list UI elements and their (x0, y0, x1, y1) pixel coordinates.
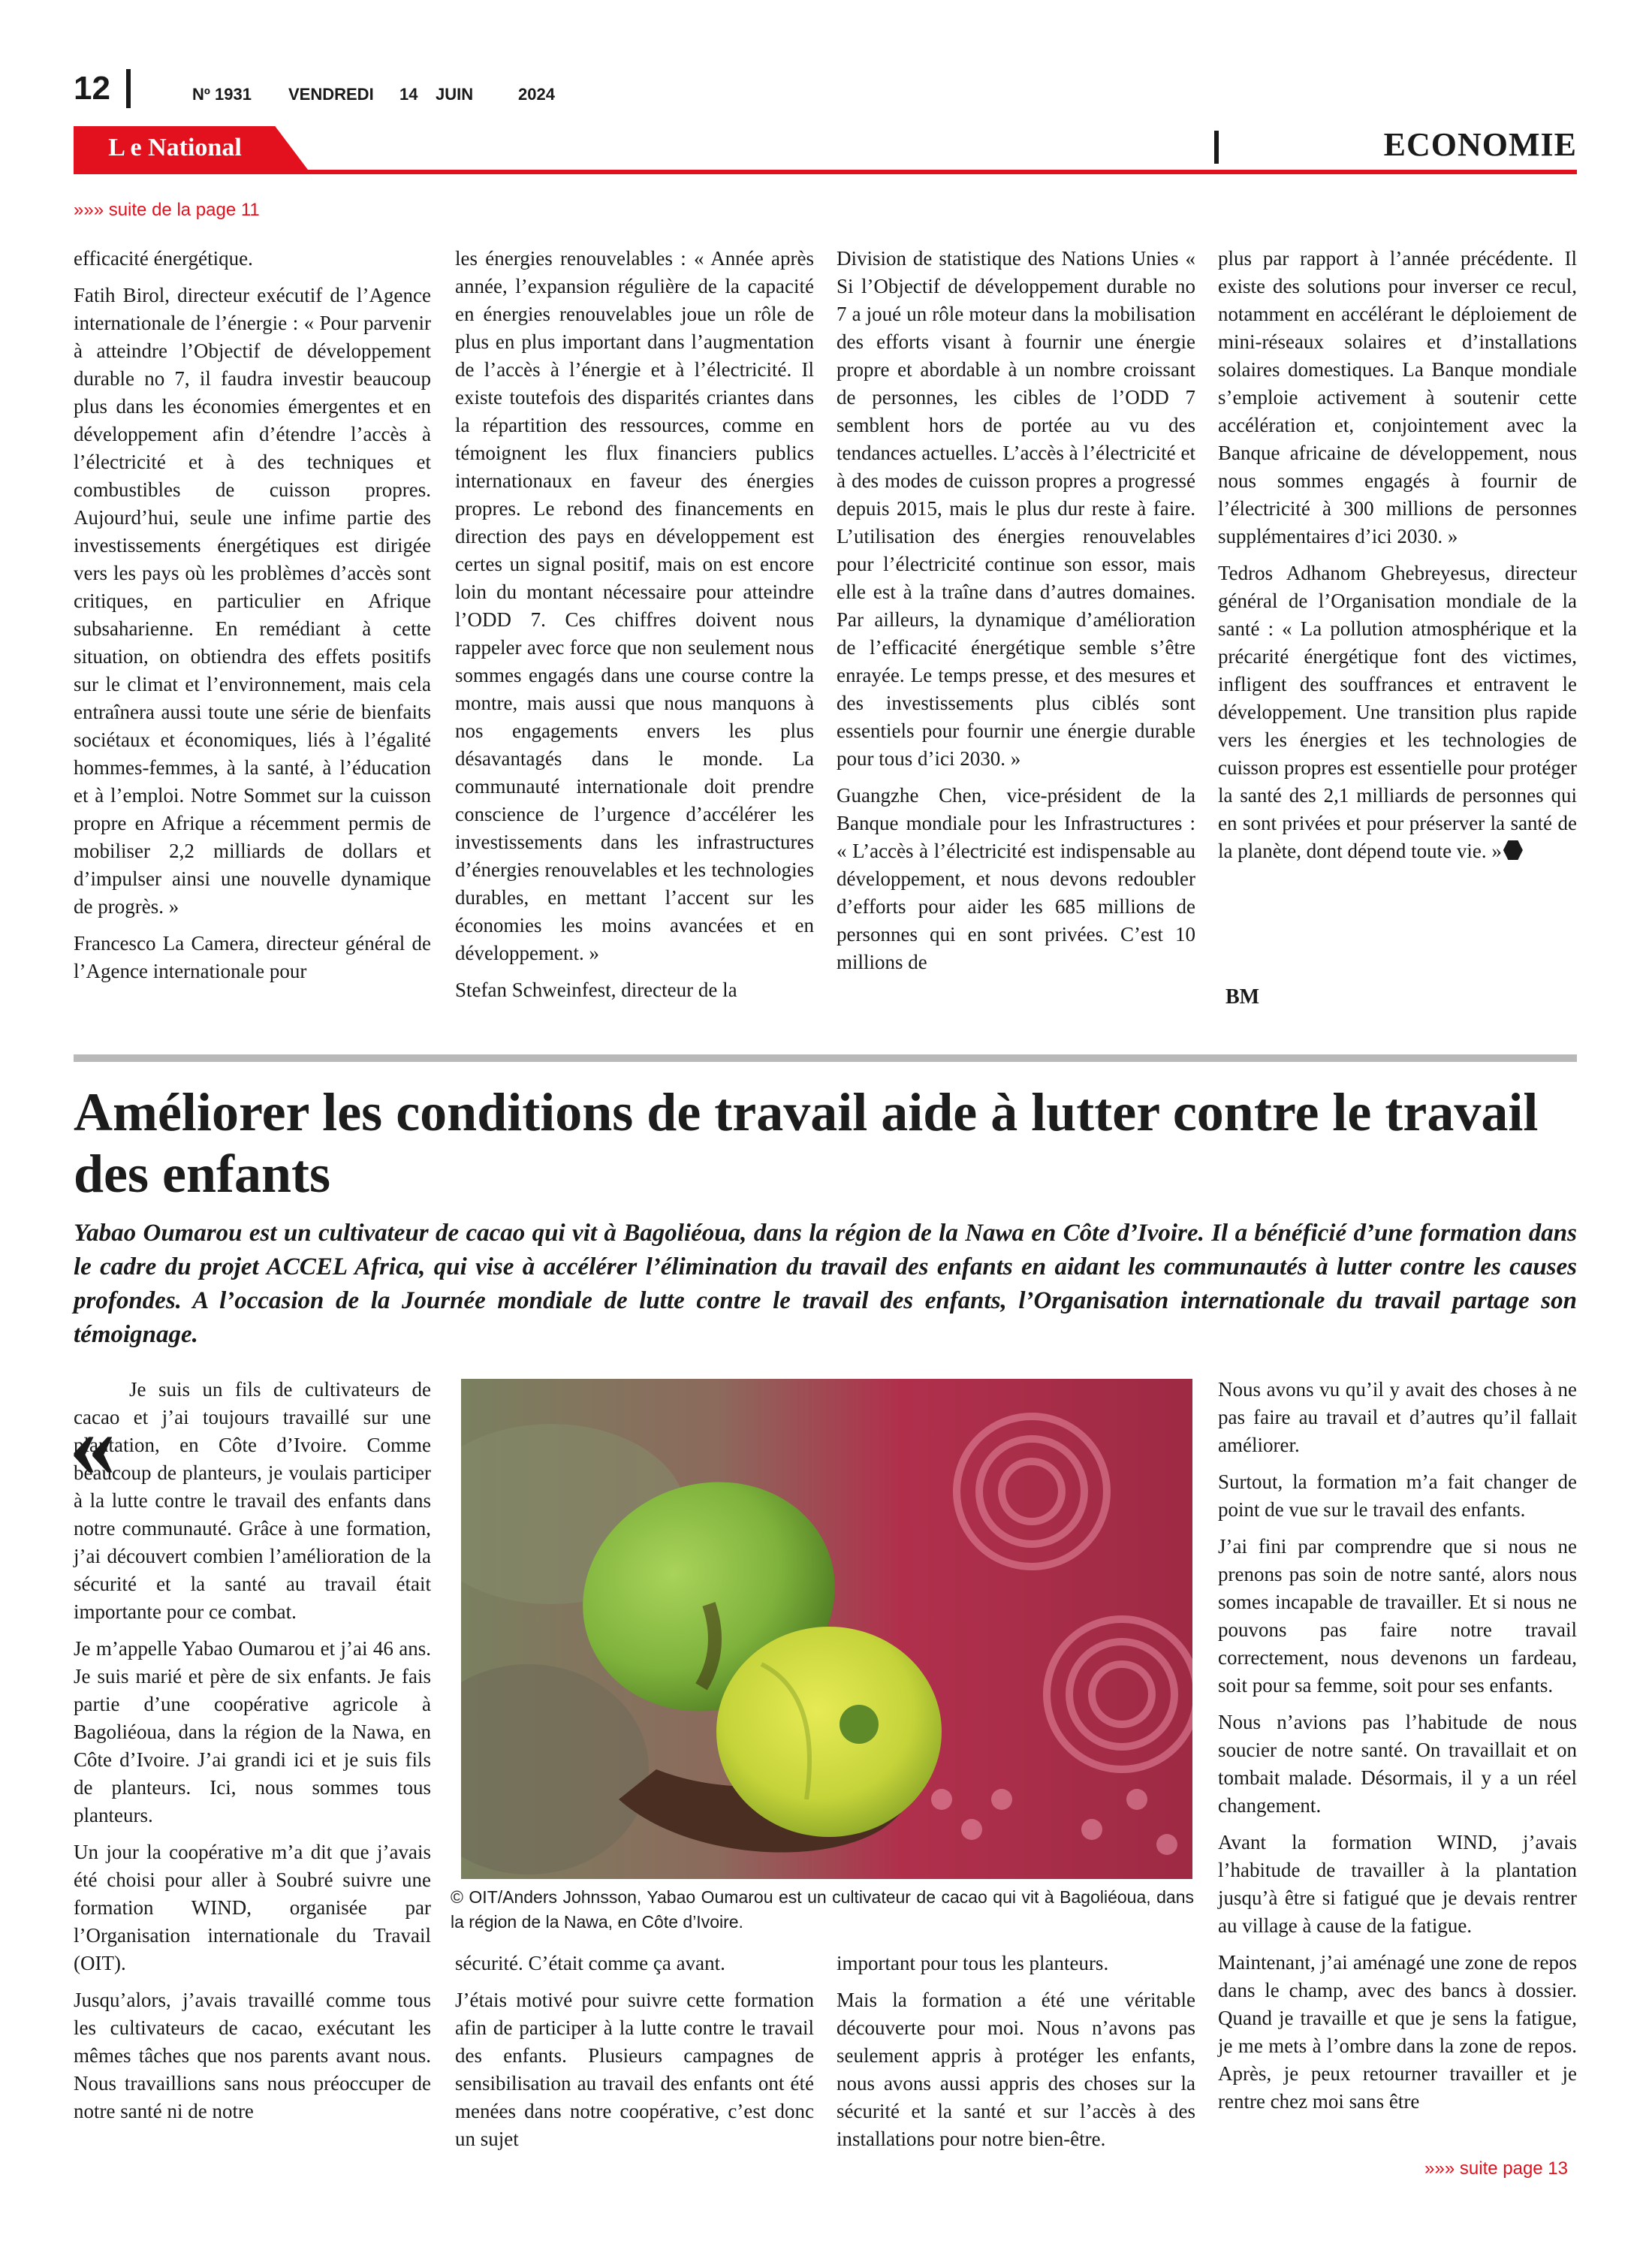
feature-column-3 (837, 1950, 1195, 2162)
feature-column-4 (1218, 1376, 1577, 2125)
paragraph (1218, 559, 1577, 865)
article-column-3 (837, 245, 1195, 985)
paragraph: Surtout, la formation m’a fait changer de point de vue sur le travail des enfants. (1218, 1470, 1577, 1521)
continued-from-link[interactable]: »»» suite de la page 11 (74, 200, 260, 220)
paragraph: Un jour la coopérative m’a dit que j’avais été choisi pour aller à Soubré suivre une formation WIND, organisée par l’Organisation internationale du Travail (OIT). (74, 1841, 431, 1974)
paragraph: J’étais motivé pour suivre cette formation afin de participer à la lutte contre le travail des enfants. Plusieurs campagnes de sensibilisation au travail des enfants ont été menées dans notre coopérative, c’est donc un sujet (455, 1989, 814, 2150)
paragraph: plus par rapport à l’année précédente. Il existe des solutions pour inverser ce recul, notamment en accélérant le déploiement de mini-réseaux solaires et d’installations solaires domestiques. La Banque mondiale s’emploie activement à soutenir cette accélération et, conjointement avec la Banque africaine de développement, nous nous sommes engagés à fournir de l’électricité à 300 millions de personnes supplémentaires d’ici 2030. » (1218, 247, 1577, 547)
issue-year: 2024 (518, 85, 555, 104)
article-column-4 (1218, 245, 1577, 874)
paragraph: Nous avons vu qu’il y avait des choses à ne pas faire au travail et d’autres qu’il fallait améliorer. (1218, 1378, 1577, 1456)
continued-to-link[interactable]: »»» suite page 13 (1424, 2158, 1568, 2179)
article-column-1 (74, 245, 431, 994)
photo-caption: © OIT/Anders Johnsson, Yabao Oumarou est un cultivateur de cacao qui vit à Bagoliéoua, dans la région de la Nawa, en Côte d’Ivoire. (451, 1887, 1194, 1932)
paragraph: Fatih Birol, directeur exécutif de l’Agence internationale de l’énergie : « Pour parvenir à atteindre l’Objectif de développement durable no 7, il faudra investir beaucoup plus dans les économies émergentes et en développement afin d’étendre l’accès à l’électricité et à des techniques et combustibles de cuisson propres. Aujourd’hui, seule une infime partie des investissements énergétiques est dirigée vers les pays où les problèmes d’accès sont critiques, en particulier en Afrique subsaharienne. En remédiant à cette situation, on obtiendra des effets positifs sur le climat et l’environnement, mais cela entraînera aussi toute une série de bienfaits sociétaux et économiques, liés à l’égalité hommes-femmes, à la santé, à l’éducation et à l’emploi. Notre Sommet sur la cuisson propre en Afrique a récemment permis de mobiliser 2,2 milliards de dollars et d’impulser ainsi une nouvelle dynamique de progrès. » (74, 284, 431, 918)
paragraph: Je suis un fils de cultivateurs de cacao et j’ai toujours travaillé sur une plantation, en Côte d’Ivoire. Comme beaucoup de planteurs, je voulais participer à la lutte contre le travail des enfants dans notre communauté. Grâce à une formation, j’ai découvert combien l’amélioration de la sécurité et la santé au travail était importante pour ce combat. (74, 1378, 431, 1623)
paragraph: Division de statistique des Nations Unies « Si l’Objectif de développement durable no 7 a joué un rôle moteur dans la mobilisation des efforts visant à fournir une énergie propre et abordable à un nombre croissant de personnes, les cibles de l’ODD 7 semblent hors de portée au vu des tendances actuelles. L’accès à l’électricité et à des modes de cuisson propres a progressé depuis 2015, mais le plus dur reste à faire. L’utilisation des énergies renouvelables pour l’électricité continue son essor, mais elle est à la traîne dans d’autres domaines. Par ailleurs, la dynamique d’amélioration de l’efficacité énergétique semble s’être enrayée. Le temps presse, et des mesures et des investissements plus ciblés sont essentiels pour fournir une énergie durable pour tous d’ici 2030. » (837, 247, 1195, 770)
paragraph: Mais la formation a été une véritable découverte pour moi. Nous n’avons pas seulement appris à protéger les enfants, nous avons aussi appris des choses sur la sécurité et la santé et sur l’accès à des installations pour notre bien-être. (837, 1989, 1195, 2150)
issue-month: JUIN (436, 85, 474, 104)
paragraph: Nous n’avions pas l’habitude de nous soucier de notre santé. On travaillait et on tombait malade. Désormais, il y a un réel changement. (1218, 1711, 1577, 1817)
header-red-rule (74, 170, 1577, 174)
newspaper-brand: L e National (108, 134, 242, 161)
author-signoff: BM (1225, 985, 1260, 1009)
paragraph: Maintenant, j’ai aménagé une zone de repos dans le champ, avec des bancs à dossier. Quand je travaille et que je sens la fatigue, je me mets à l’ombre dans la zone de repos. Après, je peux retourner travailler et je rentre chez moi sans être (1218, 1951, 1577, 2113)
issue-day-number: 14 (399, 85, 418, 104)
cocoa-pods-photo (461, 1379, 1192, 1879)
page-number: 12 (74, 70, 110, 107)
paragraph: important pour tous les planteurs. (837, 1952, 1109, 1974)
paragraph: Jusqu’alors, j’avais travaillé comme tous les cultivateurs de cacao, exécutant les mêmes tâches que nos parents avant nous. Nous travaillions sans nous préoccuper de notre santé ni de notre (74, 1989, 431, 2122)
paragraph: efficacité énergétique. (74, 247, 253, 270)
section-divider-rule (74, 1054, 1577, 1062)
paragraph: Guangzhe Chen, vice-président de la Banque mondiale pour les Infrastructures : « L’accès à l’électricité est indispensable au développement, et nous devons redoubler d’efforts pour aider les 685 millions de personnes qui en sont privées. C’est 10 millions de (837, 784, 1195, 973)
section-title: ECONOMIE (1383, 126, 1577, 163)
paragraph: Francesco La Camera, directeur général de l’Agence internationale pour (74, 932, 431, 982)
paragraph: sécurité. C’était comme ça avant. (455, 1952, 725, 1974)
paragraph: J’ai fini par comprendre que si nous ne prenons pas soin de notre santé, alors nous somes incapable de travailler. Et si nous ne pouvons pas faire notre travail correctement, nous devenons un fardeau, soit pour sa femme, soit pour ses enfants. (1218, 1535, 1577, 1697)
opening-quote-mark: « (69, 1393, 116, 1496)
feature-column-2 (455, 1950, 814, 2162)
paragraph: Je m’appelle Yabao Oumarou et j’ai 46 ans. Je suis marié et père de six enfants. Je fais partie d’une coopérative agricole à Bagoliéoua, dans la région de la Nawa, en Côte d’Ivoire. J’ai grandi ici et je suis fils de planteurs. Ici, nous sommes tous planteurs. (74, 1637, 431, 1826)
paragraph-text: Tedros Adhanom Ghebreyesus, directeur général de l’Organisation mondiale de la santé : « La pollution atmosphérique et la précarité énergétique font des victimes, infligent des souffrances et entravent le développement. Une transition plus rapide vers les énergies et les technologies de cuisson propres est essentielle pour protéger la santé des 2,1 milliards de personnes qui en sont privées et pour préserver la santé de la planète, dont dépend toute vie. » (1218, 562, 1577, 862)
issue-day: VENDREDI (288, 85, 374, 104)
paragraph: Stefan Schweinfest, directeur de la (455, 979, 737, 1001)
paragraph: les énergies renouvelables : « Année après année, l’expansion régulière de la capacité en énergies renouvelables joue un rôle de plus en plus important dans l’augmentation de l’accès à l’énergie et à l’électricité. Il existe toutefois des disparités criantes dans la répartition des ressources, comme en témoignent les flux financiers publics internationaux en faveur des énergies propres. Le rebond des financements en direction des pays en développement est certes un signal positif, mais on est encore loin du montant nécessaire pour atteindre l’ODD 7. Ces chiffres doivent nous rappeler avec force que non seulement nous sommes engagés dans une course contre la montre, mais aussi que nous manquons à nos engagements envers les plus désavantagés dans le monde. La communauté internationale doit prendre conscience de l’urgence d’accélérer les investissements dans les infrastructures d’énergies renouvelables et les technologies durables, en mettant l’accent sur les économies les moins avancées et en développement. » (455, 247, 814, 964)
end-of-article-icon (1503, 840, 1523, 860)
article-column-2 (455, 245, 814, 1013)
page-number-divider (126, 69, 131, 108)
paragraph: Avant la formation WIND, j’avais l’habitude de travailler à la plantation jusqu’à être si fatigué que je devais rentrer au village à cause de la fatigue. (1218, 1831, 1577, 1937)
article-lead: Yabao Oumarou est un cultivateur de cacao qui vit à Bagoliéoua, dans la région de la Nawa en Côte d’Ivoire. Il a bénéficié d’une formation dans le cadre du projet ACCEL Africa, qui vise à accélérer l’élimination du travail des enfants en aidant les communautés à lutter contre les causes profondes. A l’occasion de la Journée mondiale de lutte contre le travail des enfants, l’Organisation internationale du travail partage son témoignage. (74, 1220, 1577, 1348)
section-divider (1214, 131, 1219, 164)
feature-column-1 (74, 1376, 431, 2134)
issue-number: Nº 1931 (192, 85, 252, 104)
headline: Améliorer les conditions de travail aide à lutter contre le travail des enfants (74, 1082, 1539, 1204)
